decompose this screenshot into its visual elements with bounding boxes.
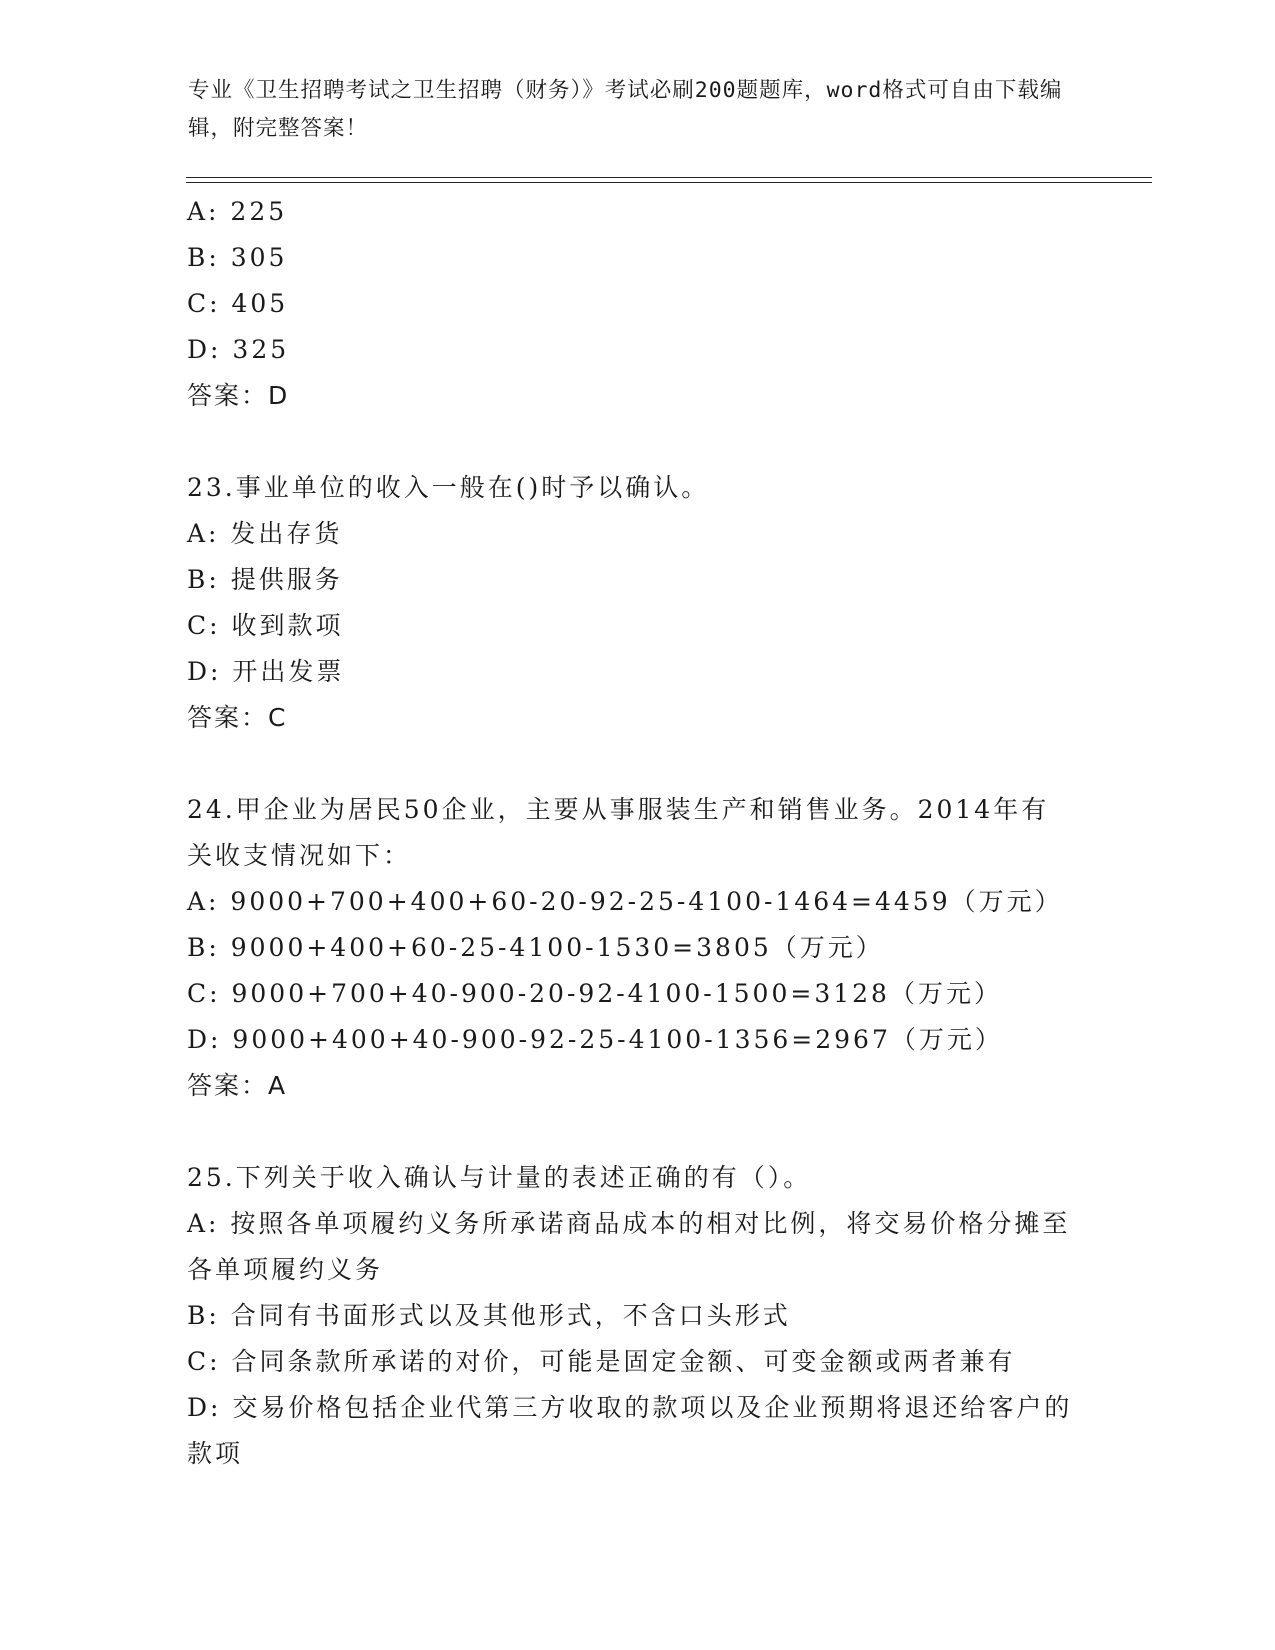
q24-option-c: C: 9000+700+40-900-20-92-4100-1500=3128（万元） [187,979,1002,1008]
question-content [187,189,1077,1477]
question-24-block [187,787,1077,1109]
q23-option-c: C: 收到款项 [187,611,344,640]
question-23-block [187,465,1077,741]
spacer [187,741,1077,787]
spacer [187,419,1077,465]
q22-option-d: D: 325 [187,335,290,364]
q23-question: 23.事业单位的收入一般在()时予以确认。 [187,473,710,502]
q22-answer: 答案：D [187,381,290,410]
q24-answer: 答案：A [187,1071,288,1100]
q23-option-b: B: 提供服务 [187,565,343,594]
q25-option-a: A: 按照各单项履约义务所承诺商品成本的相对比例，将交易价格分摊至各单项履约义务 [187,1209,1071,1284]
q23-answer: 答案：C [187,703,288,732]
q22-option-b: B: 305 [187,243,288,272]
q25-option-d: D: 交易价格包括企业代第三方收取的款项以及企业预期将退还给客户的款项 [187,1393,1073,1468]
q24-option-d: D: 9000+400+40-900-92-25-4100-1356=2967（万元） [187,1025,1003,1054]
q23-option-d: D: 开出发票 [187,657,345,686]
q25-question: 25.下列关于收入确认与计量的表述正确的有（）。 [187,1163,812,1192]
document-header: 专业《卫生招聘考试之卫生招聘（财务）》考试必刷200题题库，word格式可自由下载编辑，附完整答案！ [188,78,1063,141]
question-22-block [187,189,1077,419]
q25-option-b: B: 合同有书面形式以及其他形式，不含口头形式 [187,1301,791,1330]
q22-option-c: C: 405 [187,289,289,318]
q24-option-a: A: 9000+700+400+60-20-92-25-4100-1464=4459（万元） [187,887,1063,916]
q23-option-a: A: 发出存货 [187,519,343,548]
header-divider-top [186,177,1152,178]
q25-option-c: C: 合同条款所承诺的对价，可能是固定金额、可变金额或两者兼有 [187,1347,1016,1376]
q22-option-a: A: 225 [187,197,288,226]
header-divider-bottom [186,182,1152,183]
q24-question: 24.甲企业为居民50企业，主要从事服装生产和销售业务。2014年有关收支情况如下： [187,795,1050,870]
spacer [187,1109,1077,1155]
question-25-block [187,1155,1077,1477]
q24-option-b: B: 9000+400+60-25-4100-1530=3805（万元） [187,933,884,962]
